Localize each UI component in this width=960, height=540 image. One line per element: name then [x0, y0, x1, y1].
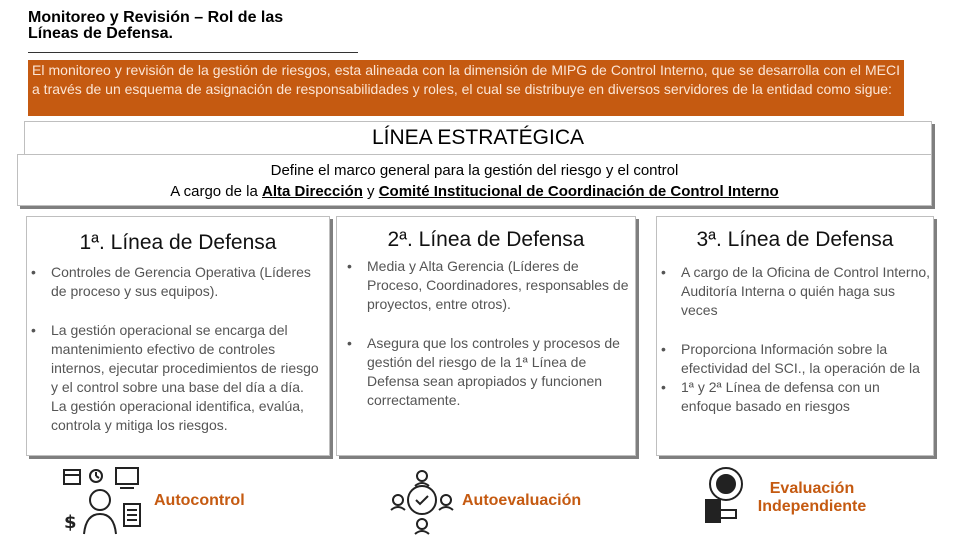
responsible-entity-2: Comité Institucional de Coordinación de Control Interno [378, 183, 779, 200]
list-item: • Controles de Gerencia Operativa (Líderes de proceso y sus equipos). [51, 263, 321, 301]
responsible-entity-1: Alta Dirección [262, 183, 363, 200]
third-line-bullets [659, 263, 931, 416]
list-item: • Proporciona Información sobre la efectividad del SCI., la operación de la [681, 340, 931, 378]
independent-evaluation-line-2: Independiente [757, 498, 867, 515]
first-line-bullets [29, 263, 321, 449]
second-line-title: 2ª. Línea de Defensa [387, 228, 585, 251]
title-line-1: Monitoreo y Revisión – Rol de las [28, 9, 284, 26]
responsible-connector: y [362, 183, 379, 200]
self-assessment-label: Autoevaluación [462, 492, 582, 509]
strategic-line-body [17, 154, 932, 206]
title-divider [28, 52, 358, 53]
list-item: • Media y Alta Gerencia (Líderes de Proceso, Coordinadores, responsables de proyectos, entre otros). [367, 257, 631, 314]
title-line-2: Líneas de Defensa. [28, 25, 173, 42]
control-person-icon [54, 466, 150, 536]
strategic-line-title: LÍNEA ESTRATÉGICA [372, 126, 584, 149]
responsible-prefix: A cargo de la [170, 183, 262, 200]
page-title [28, 10, 283, 42]
list-item: • La gestión operacional se encarga del mantenimiento efectivo de controles internos, ejecutar procedimientos de riesgo y el control sobre una base del día a día. La gestión operacional identifica, evalúa, controla y mitiga los riesgos. [51, 321, 321, 435]
strategic-line-responsible [18, 181, 931, 202]
first-line-title: 1ª. Línea de Defensa [79, 231, 277, 254]
svg-text:$: $ [64, 512, 77, 533]
list-item: • Asegura que los controles y procesos de gestión del riesgo de la 1ª Línea de Defensa sean apropiados y funcionen correctamente. [367, 334, 631, 410]
team-evaluation-icon [386, 464, 458, 536]
first-line-defense-card [26, 216, 330, 456]
self-control-label: Autocontrol [154, 492, 245, 509]
third-line-defense-card [656, 216, 934, 456]
strategic-line-header [24, 121, 932, 155]
second-line-bullets [345, 257, 631, 424]
list-item: • A cargo de la Oficina de Control Interno, Auditoría Interna o quién haga sus veces [681, 263, 931, 320]
third-line-title: 3ª. Línea de Defensa [696, 228, 894, 251]
second-line-defense-card [336, 216, 636, 456]
strategic-line-description: Define el marco general para la gestión del riesgo y el control [270, 162, 679, 179]
independent-evaluation-line-1: Evaluación [769, 480, 855, 497]
independent-evaluation-label [742, 480, 882, 516]
intro-paragraph: El monitoreo y revisión de la gestión de riesgos, esta alineada con la dimensión de MIPG de Control Interno, que se desarrolla con el MECI a través de un esquema de asignación de responsabilidades y roles, el cual se distribuye en diversos servidores de la entidad como sigue: [28, 60, 904, 116]
list-item: • 1ª y 2ª Línea de defensa con un enfoque basado en riesgos [681, 378, 931, 416]
